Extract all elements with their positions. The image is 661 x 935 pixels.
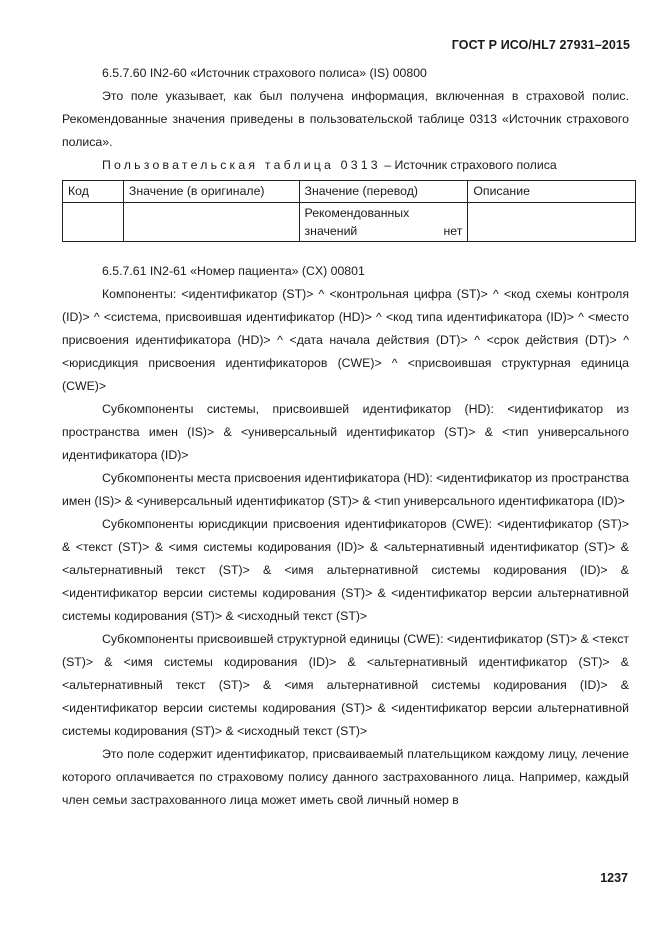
table-cell xyxy=(63,203,124,242)
section-heading-in2-61: 6.5.7.61 IN2-61 «Номер пациента» (CX) 00801 xyxy=(102,264,365,278)
section-heading-in2-60: 6.5.7.60 IN2-60 «Источник страхового полиса» (IS) 00800 xyxy=(102,66,427,80)
section-spacer xyxy=(62,242,629,260)
paragraph-field-description: Это поле содержит идентификатор, присваиваемый плательщиком каждому лицу, лечение которого оплачивается по страховому полису данного застрахованного лица. Например, каждый член семьи застрахованного лица может иметь свой личный номер в xyxy=(62,747,629,807)
user-table-0313 xyxy=(62,180,636,242)
page-number: 1237 xyxy=(600,871,628,885)
table-caption-label: Пользовательская таблица 0313 xyxy=(102,158,381,172)
page-content xyxy=(62,62,629,812)
paragraph-place-subcomponents: Субкомпоненты места присвоения идентификатора (HD): <идентификатор из пространства имен (IS)> & <универсальный идентификатор (ST)> & <тип универсального идентификатора (ID)> xyxy=(62,471,629,508)
table-header-row xyxy=(63,181,636,203)
column-header-description: Описание xyxy=(468,181,636,203)
paragraph-unit-subcomponents: Субкомпоненты присвоившей структурной единицы (CWE): <идентификатор (ST)> & <текст (ST)> & <имя системы кодирования (ID)> & <альтернативный идентификатор (ST)> & <альтернативный текст (ST)> & <имя альтернативной системы кодирования (ID)> & <идентификатор версии системы кодирования (ST)> & <идентификатор версии альтернативной системы кодирования (ST)> & <исходный текст (ST)> xyxy=(62,632,630,738)
paragraph-in2-60: Это поле указывает, как был получена информация, включенная в страховой полис. Рекомендованные значения приведены в пользовательской таблице 0313 «Источник страхового полиса». xyxy=(62,89,629,149)
table-cell: Рекомендованных значений нет xyxy=(299,203,468,242)
table-row xyxy=(63,203,636,242)
column-header-original-value: Значение (в оригинале) xyxy=(123,181,299,203)
paragraph-jurisdiction-subcomponents: Субкомпоненты юрисдикции присвоения идентификаторов (CWE): <идентификатор (ST)> & <текст (ST)> & <имя системы кодирования (ID)> & <альтернативный идентификатор (ST)> & <альтернативный текст (ST)> & <имя альтернативной системы кодирования (ID)> & <идентификатор версии системы кодирования (ST)> & <идентификатор версии альтернативной системы кодирования (ST)> & <исходный текст (ST)> xyxy=(62,517,629,623)
table-cell xyxy=(123,203,299,242)
paragraph-components: Компоненты: <идентификатор (ST)> ^ <контрольная цифра (ST)> ^ <код схемы контроля (ID)> ^ <система, присвоившая идентификатор (HD)> ^ <код типа идентификатора (ID)> ^ <место присвоения идентификатора (HD)> ^ <дата начала действия (DT)> ^ <срок действия (DT)> ^ <юрисдикция присвоения идентификаторов (CWE)> ^ <присвоившая структурная единица (CWE)> xyxy=(62,287,629,393)
table-cell xyxy=(468,203,636,242)
column-header-translated-value: Значение (перевод) xyxy=(299,181,468,203)
table-caption xyxy=(62,154,629,177)
table-caption-title: – Источник страхового полиса xyxy=(384,158,557,172)
paragraph-hd-subcomponents: Субкомпоненты системы, присвоившей идентификатор (HD): <идентификатор из пространства имен (IS)> & <универсальный идентификатор (ST)> & <тип универсального идентификатора (ID)> xyxy=(62,402,629,462)
column-header-code: Код xyxy=(63,181,124,203)
document-standard-id: ГОСТ Р ИСО/HL7 27931–2015 xyxy=(451,38,630,52)
